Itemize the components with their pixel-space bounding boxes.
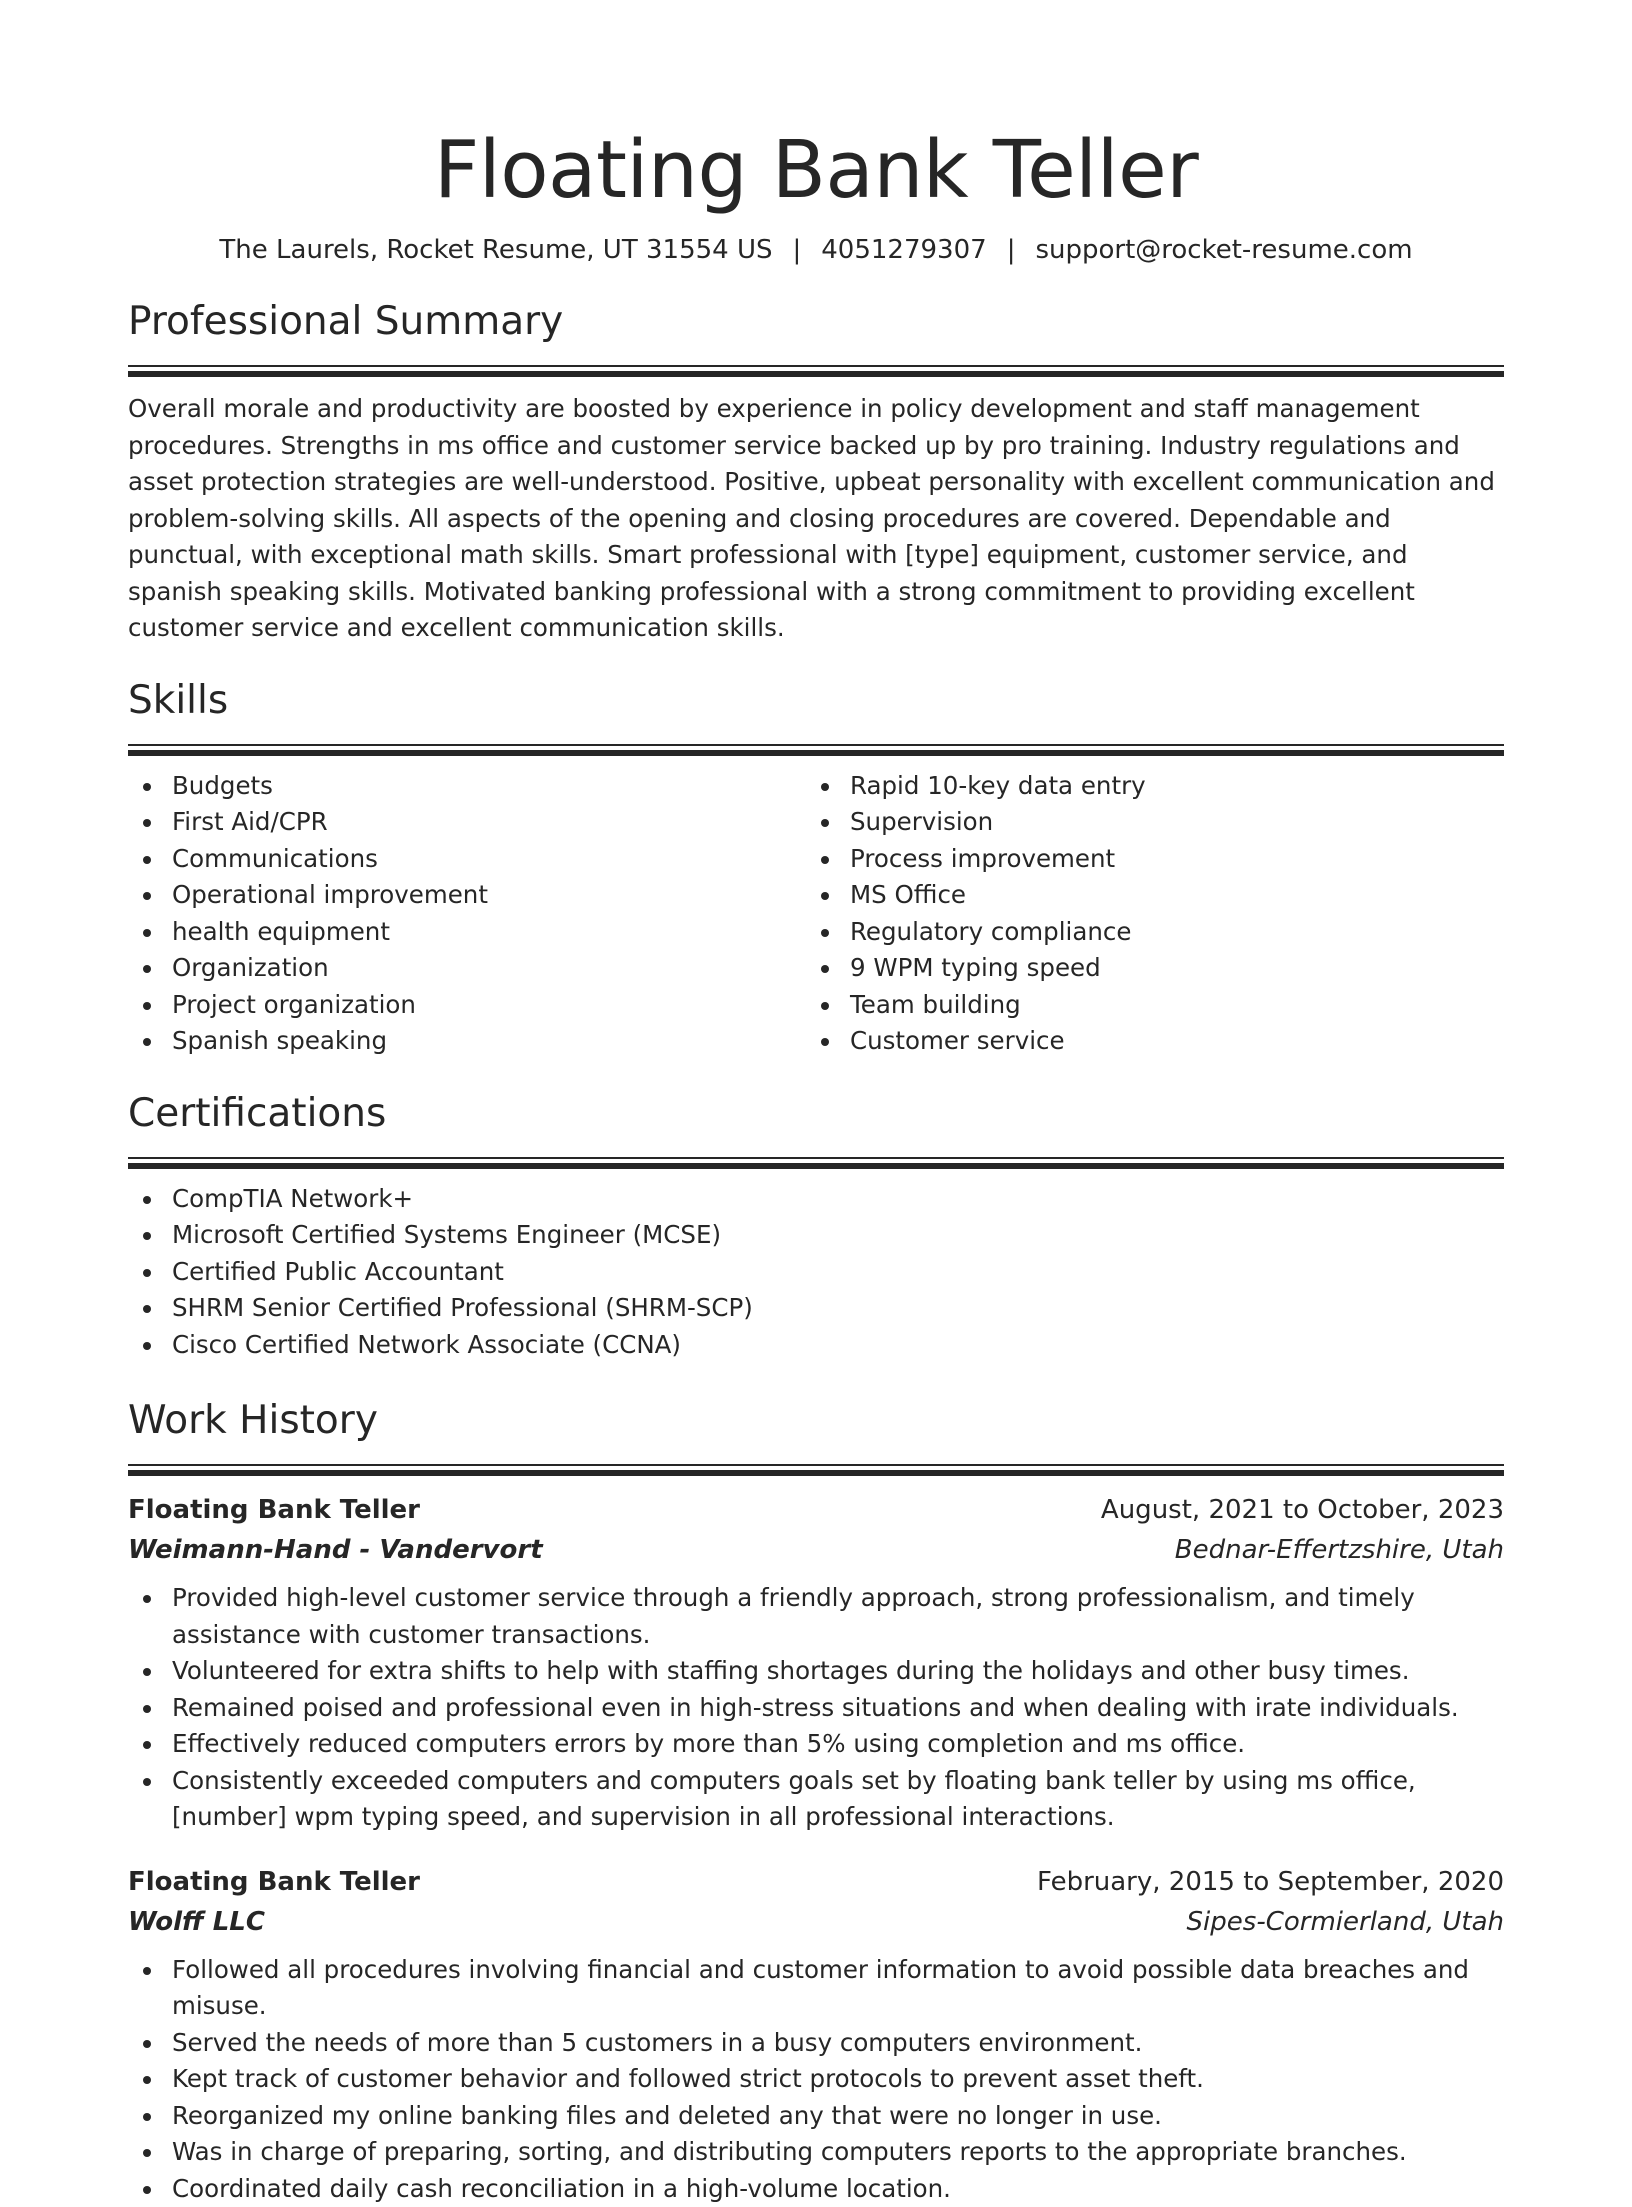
job-subheader [128,1902,1504,1942]
certification-item: CompTIA Network+ [128,1181,1504,1218]
skills-heading: Skills [128,677,1504,725]
skills-list-right [806,768,1484,1060]
skill-item: Process improvement [806,841,1484,878]
job-subheader [128,1530,1504,1570]
skill-item: Regulatory compliance [806,914,1484,951]
summary-heading: Professional Summary [128,298,1504,346]
skills-list-left [128,768,806,1060]
job-bullets [128,1580,1504,1836]
skill-item: Supervision [806,804,1484,841]
job-bullet: Effectively reduced computers errors by more than 5% using completion and ms office. [128,1726,1504,1763]
job-bullet: Provided high-level customer service through a friendly approach, strong professionalism, and timely assistance with customer transactions. [128,1580,1504,1653]
section-divider [128,744,1504,754]
job-bullet: Coordinated daily cash reconciliation in a high-volume location. [128,2171,1504,2207]
skill-item: Rapid 10-key data entry [806,768,1484,805]
skill-item: Customer service [806,1023,1484,1060]
job-bullet: Was in charge of preparing, sorting, and distributing computers reports to the appropriate branches. [128,2134,1504,2171]
certifications-heading: Certifications [128,1090,1504,1138]
contact-separator: | [793,234,802,266]
job-entry [128,1862,1504,2207]
job-bullets [128,1952,1504,2207]
summary-paragraph: Overall morale and productivity are boosted by experience in policy development and staff management procedures. Strengths in ms office and customer service backed up by pro training. Industry regulations and asset protection strategies are well-understood. Positive, upbeat personality with excellent communication and problem-solving skills. All aspects of the opening and closing procedures are covered. Dependable and punctual, with exceptional math skills. Smart professional with [type] equipment, customer service, and spanish speaking skills. Motivated banking professional with a strong commitment to providing excellent customer service and excellent communication skills. [128,391,1504,647]
job-location: Bednar-Effertzshire, Utah [1175,1530,1504,1570]
skill-item: Organization [128,950,806,987]
certifications-list [128,1181,1504,1364]
contact-phone: 4051279307 [821,235,986,265]
job-header [128,1862,1504,1902]
job-bullet: Kept track of customer behavior and followed strict protocols to prevent asset theft. [128,2061,1504,2098]
skill-item: Operational improvement [128,877,806,914]
candidate-name: Floating Bank Teller [128,122,1504,218]
resume-page [128,0,1504,2207]
section-divider [128,1157,1504,1167]
job-title: Floating Bank Teller [128,1490,420,1530]
summary-section [128,298,1504,647]
certifications-section [128,1090,1504,1364]
contact-separator: | [1007,234,1016,266]
job-header [128,1490,1504,1530]
skill-item: health equipment [128,914,806,951]
skill-item: Communications [128,841,806,878]
job-company: Wolff LLC [128,1902,265,1942]
contact-email: support@rocket-resume.com [1035,235,1412,265]
skills-section [128,677,1504,1060]
job-dates: February, 2015 to September, 2020 [1037,1862,1504,1902]
skill-item: Budgets [128,768,806,805]
job-title: Floating Bank Teller [128,1862,420,1902]
contact-address: The Laurels, Rocket Resume, UT 31554 US [219,235,772,265]
certification-item: Microsoft Certified Systems Engineer (MCSE) [128,1217,1504,1254]
skill-item: Spanish speaking [128,1023,806,1060]
skill-item: First Aid/CPR [128,804,806,841]
certification-item: Certified Public Accountant [128,1254,1504,1291]
job-bullet: Remained poised and professional even in high-stress situations and when dealing with irate individuals. [128,1690,1504,1727]
work-history-section [128,1397,1504,2207]
section-divider [128,365,1504,375]
job-bullet: Reorganized my online banking files and deleted any that were no longer in use. [128,2098,1504,2135]
job-bullet: Followed all procedures involving financial and customer information to avoid possible data breaches and misuse. [128,1952,1504,2025]
job-entry [128,1490,1504,1836]
job-location: Sipes-Cormierland, Utah [1187,1902,1504,1942]
contact-line [128,234,1504,266]
section-divider [128,1464,1504,1474]
job-company: Weimann-Hand - Vandervort [128,1530,543,1570]
skill-item: 9 WPM typing speed [806,950,1484,987]
skills-grid [128,768,1504,1060]
job-bullet: Volunteered for extra shifts to help with staffing shortages during the holidays and other busy times. [128,1653,1504,1690]
skill-item: MS Office [806,877,1484,914]
skill-item: Team building [806,987,1484,1024]
job-bullet: Served the needs of more than 5 customers in a busy computers environment. [128,2025,1504,2062]
job-dates: August, 2021 to October, 2023 [1101,1490,1504,1530]
work-history-heading: Work History [128,1397,1504,1445]
skill-item: Project organization [128,987,806,1024]
job-bullet: Consistently exceeded computers and computers goals set by floating bank teller by using ms office, [number] wpm typing speed, and supervision in all professional interactions. [128,1763,1504,1836]
certification-item: Cisco Certified Network Associate (CCNA) [128,1327,1504,1364]
certification-item: SHRM Senior Certified Professional (SHRM-SCP) [128,1290,1504,1327]
